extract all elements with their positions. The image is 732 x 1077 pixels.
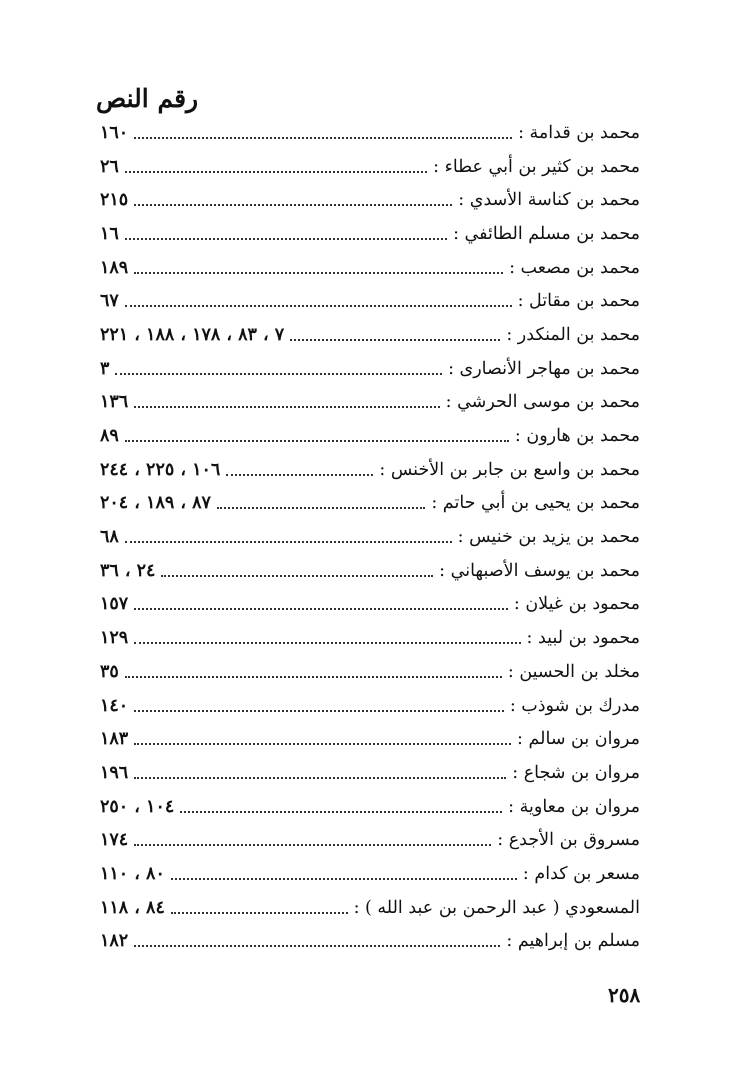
dot-leader: [115, 373, 442, 375]
dot-leader: [134, 406, 439, 408]
entry-refs: ١٣٦: [100, 392, 129, 413]
index-entry: [100, 857, 640, 891]
entry-name: محمود بن لبيد :: [526, 628, 640, 649]
entry-name: محمد بن هارون :: [514, 426, 640, 447]
entry-name: محمد بن موسى الحرشي :: [445, 392, 640, 413]
entry-refs: ١٦٠: [100, 122, 129, 143]
entry-name: محمد بن واسع بن جابر بن الأخنس :: [379, 459, 640, 480]
dot-leader: [171, 878, 517, 880]
index-entry: [100, 891, 640, 925]
entry-refs: ١٢٩: [100, 628, 129, 649]
entry-name: مروان بن سالم :: [517, 729, 640, 750]
dot-leader: [171, 912, 348, 914]
index-list: [100, 116, 640, 958]
entry-refs: ٨٧ ، ١٨٩ ، ٢٠٤: [100, 493, 211, 514]
index-entry: [100, 823, 640, 857]
index-entry: [100, 284, 640, 318]
entry-refs: ١٨٢: [100, 931, 129, 952]
index-entry: [100, 453, 640, 487]
index-entry: [100, 419, 640, 453]
dot-leader: [134, 743, 511, 745]
index-entry: [100, 487, 640, 521]
dot-leader: [125, 305, 512, 307]
dot-leader: [290, 339, 500, 341]
entry-refs: ٢٦: [100, 156, 119, 177]
index-entry: [100, 116, 640, 150]
index-entry: [100, 756, 640, 790]
dot-leader: [125, 541, 452, 543]
entry-refs: ١٧٤: [100, 830, 129, 851]
index-entry: [100, 588, 640, 622]
entry-name: محمود بن غيلان :: [513, 594, 640, 615]
index-entry: [100, 621, 640, 655]
dot-leader: [134, 608, 508, 610]
dot-leader: [134, 137, 512, 139]
entry-name: مدرك بن شوذب :: [509, 695, 640, 716]
entry-refs: ٢٤ ، ٣٦: [100, 560, 156, 581]
dot-leader: [134, 844, 491, 846]
entry-refs: ٣: [100, 358, 110, 379]
entry-refs: ٨٤ ، ١١٨: [100, 897, 165, 918]
dot-leader: [134, 777, 506, 779]
index-entry: [100, 318, 640, 352]
index-entry: [100, 150, 640, 184]
entry-name: المسعودي ( عبد الرحمن بن عبد الله ) :: [353, 897, 640, 918]
index-entry: [100, 722, 640, 756]
entry-name: محمد بن مقاتل :: [517, 291, 640, 312]
entry-refs: ٨٩: [100, 426, 119, 447]
column-header: رقم النص: [96, 84, 199, 113]
index-entry: [100, 251, 640, 285]
index-entry: [100, 925, 640, 959]
entry-refs: ٦٧: [100, 291, 119, 312]
entry-name: محمد بن مسلم الطائفي :: [453, 223, 640, 244]
index-entry: [100, 520, 640, 554]
dot-leader: [125, 171, 427, 173]
entry-name: محمد بن مهاجر الأنصارى :: [448, 358, 640, 379]
entry-refs: ١٨٩: [100, 257, 129, 278]
entry-name: مسعر بن كدام :: [522, 863, 640, 884]
entry-refs: ١٥٧: [100, 594, 129, 615]
page-number: ٢٥٨: [608, 983, 641, 1007]
dot-leader: [134, 204, 452, 206]
entry-refs: ١٤٠: [100, 695, 129, 716]
index-entry: [100, 386, 640, 420]
index-entry: [100, 217, 640, 251]
entry-name: مروان بن شجاع :: [512, 762, 640, 783]
dot-leader: [226, 474, 373, 476]
entry-name: مسلم بن إبراهيم :: [506, 931, 640, 952]
entry-refs: ٨٠ ، ١١٠: [100, 863, 165, 884]
entry-name: محمد بن المنكدر :: [506, 324, 640, 345]
entry-refs: ٢١٥: [100, 190, 129, 211]
entry-refs: ١٠٤ ، ٢٥٠: [100, 796, 175, 817]
entry-refs: ١٩٦: [100, 762, 129, 783]
entry-name: محمد بن قدامة :: [518, 122, 640, 143]
entry-refs: ١٠٦ ، ٢٢٥ ، ٢٤٤: [100, 459, 221, 480]
entry-refs: ١٦: [100, 223, 119, 244]
index-entry: [100, 352, 640, 386]
dot-leader: [125, 238, 447, 240]
index-entry: [100, 183, 640, 217]
dot-leader: [134, 710, 504, 712]
dot-leader: [134, 945, 500, 947]
entry-name: محمد بن يوسف الأصبهاني :: [439, 560, 640, 581]
entry-name: مخلد بن الحسين :: [507, 661, 640, 682]
entry-name: محمد بن يزيد بن خنيس :: [457, 527, 640, 548]
entry-refs: ٦٨: [100, 527, 119, 548]
index-entry: [100, 655, 640, 689]
dot-leader: [180, 811, 502, 813]
dot-leader: [161, 575, 433, 577]
dot-leader: [134, 272, 503, 274]
dot-leader: [125, 440, 509, 442]
entry-name: محمد بن يحيى بن أبي حاتم :: [431, 493, 640, 514]
index-entry: [100, 790, 640, 824]
entry-name: محمد بن مصعب :: [509, 257, 640, 278]
dot-leader: [134, 642, 520, 644]
dot-leader: [125, 676, 502, 678]
entry-name: مسروق بن الأجدع :: [497, 830, 640, 851]
entry-name: مروان بن معاوية :: [508, 796, 640, 817]
entry-refs: ٣٥: [100, 661, 119, 682]
index-entry: [100, 554, 640, 588]
entry-name: محمد بن كثير بن أبي عطاء :: [433, 156, 640, 177]
entry-refs: ١٨٣: [100, 729, 129, 750]
entry-refs: ٧ ، ٨٣ ، ١٧٨ ، ١٨٨ ، ٢٢١: [100, 324, 285, 345]
entry-name: محمد بن كناسة الأسدي :: [458, 190, 640, 211]
index-entry: [100, 689, 640, 723]
dot-leader: [217, 507, 425, 509]
